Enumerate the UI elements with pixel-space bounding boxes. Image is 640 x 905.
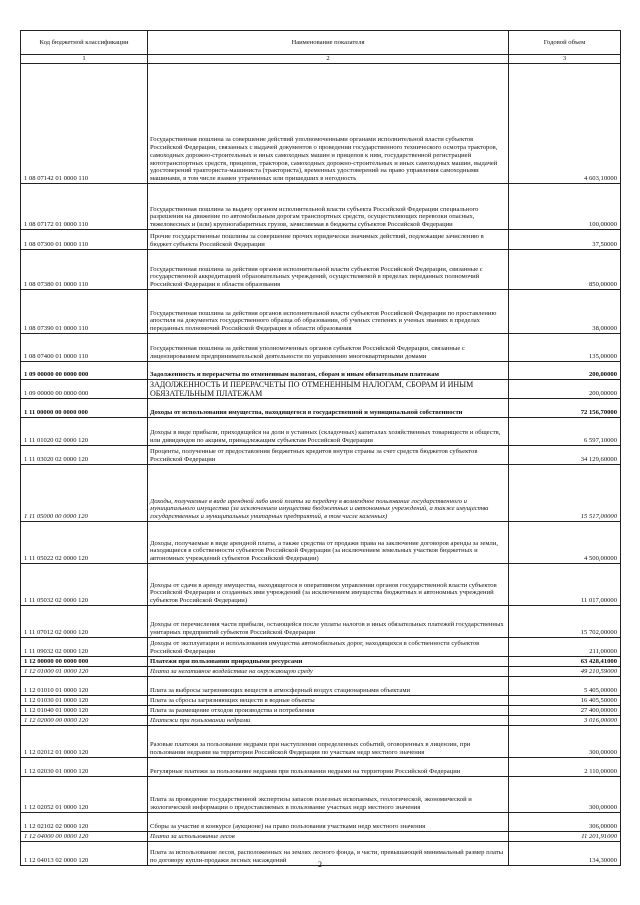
row-code: 1 08 07172 01 0000 110	[21, 184, 148, 230]
row-name: Государственная пошлина за совершение действий уполномоченными органами исполнительной власти субъектов Российской Федерации, связанных с выдачей документов о проведении государственного технического осмотра тракторов, самоходных дорожно-строительных и иных самоходных машин и прицепов к ним, государственной регистрацией мототранспортных средств, прицепов, тракторов, самоходных дорожно-строительных и иных самоходных машин, выдачей удостоверений тракториста-машиниста (тракториста), временных удостоверений на право управления самоходными машинами, в том числе взамен утраченных или пришедших в негодность	[148, 64, 509, 184]
header-name: Наименование показателя	[148, 31, 509, 55]
row-code: 1 11 05032 02 0000 120	[21, 564, 148, 606]
row-code: 1 12 02052 01 0000 120	[21, 777, 148, 813]
row-name: Доходы, получаемые в виде арендной платы, а также средства от продажи права на заключение договоров аренды за земли, находящиеся в собственности субъектов Российской Федерации (за исключением земельных участков бюджетных и автономных учреждений субъектов Российской Федерации)	[148, 522, 509, 564]
budget-table	[20, 30, 621, 866]
row-name: Платежи при пользовании недрами	[148, 716, 509, 726]
table-row	[21, 706, 621, 716]
table-body	[21, 64, 621, 866]
header-code: Код бюджетной классификации	[21, 31, 148, 55]
row-code: 1 08 07300 01 0000 110	[21, 230, 148, 250]
row-amount: 3 016,00000	[509, 716, 621, 726]
row-name: Государственная пошлина за действия органов исполнительной власти субъектов Российской Федерации, связанные с государственной аккредитацией образовательных учреждений, осуществляемой в пределах переданных полномочий Российской Федерации в области образования	[148, 250, 509, 290]
table-row	[21, 564, 621, 606]
header-num-3: 3	[509, 55, 621, 64]
table-row	[21, 726, 621, 758]
row-name: Плата за негативное воздействие на окружающую среду	[148, 667, 509, 677]
row-name: Плата за использование лесов, расположенных на землях лесного фонда, в части, превышающей минимальный размер платы по договору купли-продажи лесных насаждений	[148, 842, 509, 866]
table-row	[21, 606, 621, 638]
row-code: 1 08 07390 01 0000 110	[21, 290, 148, 334]
row-code: 1 12 04013 02 0000 120	[21, 842, 148, 866]
row-name: Доходы в виде прибыли, приходящейся на доли в уставных (складочных) капиталах хозяйственных товариществ и обществ, или дивидендов по акциям, принадлежащим субъектам Российской Федерации	[148, 418, 509, 446]
row-amount: 100,00000	[509, 184, 621, 230]
row-name: Задолженность и перерасчеты по отмененным налогам, сборам и иным обязательным платежам	[148, 362, 509, 380]
table-row	[21, 184, 621, 230]
table-row	[21, 334, 621, 362]
table-row	[21, 230, 621, 250]
row-code: 1 09 00000 00 0000 000	[21, 380, 148, 399]
row-code: 1 12 02012 01 0000 120	[21, 726, 148, 758]
row-name: Доходы, получаемые в виде арендной либо иной платы за передачу в возмездное пользование государственного и муниципального имущества (за исключением имущества бюджетных и автономных учреждений, а также имущества государственных и муниципальных унитарных предприятий, в том числе казенных)	[148, 465, 509, 522]
row-code: 1 11 09032 02 0000 120	[21, 638, 148, 657]
row-amount: 211,00000	[509, 638, 621, 657]
row-code: 1 12 02102 02 0000 120	[21, 813, 148, 832]
header-row	[21, 31, 621, 55]
table-row	[21, 446, 621, 465]
row-amount: 38,00000	[509, 290, 621, 334]
row-code: 1 12 01040 01 0000 120	[21, 706, 148, 716]
row-code: 1 11 03020 02 0000 120	[21, 446, 148, 465]
row-name: Государственная пошлина за выдачу органом исполнительной власти субъекта Российской Федерации специального разрешения на движение по автомобильным дорогам транспортных средств, осуществляющих перевозки опасных, тяжеловесных и (или) крупногабаритных грузов, зачисляемая в бюджеты субъектов Российской Федерации	[148, 184, 509, 230]
row-code: 1 08 07380 01 0000 110	[21, 250, 148, 290]
row-code: 1 11 05000 00 0000 120	[21, 465, 148, 522]
row-amount: 15 517,00000	[509, 465, 621, 522]
row-amount: 850,00000	[509, 250, 621, 290]
row-code: 1 12 00000 00 0000 000	[21, 657, 148, 667]
row-amount: 5 405,00000	[509, 677, 621, 696]
table-row	[21, 667, 621, 677]
row-name: ЗАДОЛЖЕННОСТЬ И ПЕРЕРАСЧЕТЫ ПО ОТМЕНЕННЫМ НАЛОГАМ, СБОРАМ И ИНЫМ ОБЯЗАТЕЛЬНЫМ ПЛАТЕЖАМ	[148, 380, 509, 399]
table-row	[21, 677, 621, 696]
row-code: 1 12 01030 01 0000 120	[21, 696, 148, 706]
row-code: 1 12 01000 01 0000 120	[21, 667, 148, 677]
row-amount: 15 702,00000	[509, 606, 621, 638]
table-row	[21, 696, 621, 706]
row-code: 1 11 07012 02 0000 120	[21, 606, 148, 638]
row-amount: 134,30000	[509, 842, 621, 866]
row-name: Государственная пошлина за действия уполномоченных органов субъектов Российской Федерации, связанные с лицензированием предпринимательской деятельности по управлению многоквартирными домами	[148, 334, 509, 362]
page-number: 2	[318, 860, 322, 869]
row-name: Плата за выбросы загрязняющих веществ в атмосферный воздух стационарными объектами	[148, 677, 509, 696]
row-code: 1 12 02000 00 0000 120	[21, 716, 148, 726]
row-name: Плата за размещение отходов производства и потребления	[148, 706, 509, 716]
row-amount: 200,00000	[509, 380, 621, 399]
row-name: Государственная пошлина за действия органов исполнительной власти субъектов Российской Федерации по проставлению апостиля на документах государственного образца об образовании, об ученых степенях и ученых званиях в пределах переданных полномочий Российской Федерации в области образования	[148, 290, 509, 334]
row-code: 1 08 07142 01 0000 110	[21, 64, 148, 184]
row-amount: 4 603,10000	[509, 64, 621, 184]
table-row	[21, 522, 621, 564]
header-amount: Годовой объем	[509, 31, 621, 55]
row-amount: 300,00000	[509, 777, 621, 813]
table-row	[21, 716, 621, 726]
header-num-2: 2	[148, 55, 509, 64]
row-amount: 135,00000	[509, 334, 621, 362]
row-name: Плата за сбросы загрязняющих веществ в водные объекты	[148, 696, 509, 706]
table-row	[21, 638, 621, 657]
row-name: Доходы от сдачи в аренду имущества, находящегося в оперативном управлении органов государственной власти субъектов Российской Федерации и созданных ими учреждений (за исключением имущества бюджетных и автономных учреждений субъектов Российской Федерации)	[148, 564, 509, 606]
row-amount: 300,00000	[509, 726, 621, 758]
row-name: Регулярные платежи за пользование недрами при пользовании недрами на территории Российской Федерации	[148, 758, 509, 777]
row-code: 1 12 01010 01 0000 120	[21, 677, 148, 696]
table-row	[21, 362, 621, 380]
table-row	[21, 465, 621, 522]
table-row	[21, 777, 621, 813]
row-amount: 34 129,60000	[509, 446, 621, 465]
row-amount: 37,50000	[509, 230, 621, 250]
row-code: 1 11 05022 02 0000 120	[21, 522, 148, 564]
row-name: Сборы за участие в конкурсе (аукционе) на право пользования участками недр местного значения	[148, 813, 509, 832]
row-amount: 2 110,00000	[509, 758, 621, 777]
row-code: 1 12 04000 00 0000 120	[21, 832, 148, 842]
table-row	[21, 250, 621, 290]
row-code: 1 08 07400 01 0000 110	[21, 334, 148, 362]
row-amount: 11 017,00000	[509, 564, 621, 606]
row-amount: 63 428,41000	[509, 657, 621, 667]
row-amount: 6 597,10000	[509, 418, 621, 446]
table-row	[21, 399, 621, 418]
table-row	[21, 758, 621, 777]
row-name: Плата за использование лесов	[148, 832, 509, 842]
table-row	[21, 64, 621, 184]
row-amount: 306,00000	[509, 813, 621, 832]
row-name: Прочие государственные пошлины за совершение прочих юридически значимых действий, подлежащие зачислению в бюджет субъекта Российской Федерации	[148, 230, 509, 250]
row-name: Проценты, полученные от предоставления бюджетных кредитов внутри страны за счет средств бюджетов субъектов Российской Федерации	[148, 446, 509, 465]
row-code: 1 12 02030 01 0000 120	[21, 758, 148, 777]
table-row	[21, 418, 621, 446]
row-amount: 11 201,91000	[509, 832, 621, 842]
row-amount: 4 500,00000	[509, 522, 621, 564]
row-code: 1 09 00000 00 0000 000	[21, 362, 148, 380]
row-code: 1 11 00000 00 0000 000	[21, 399, 148, 418]
row-name: Разовые платежи за пользование недрами при наступлении определенных событий, оговоренных в лицензии, при пользовании недрами на территории Российской Федерации по участкам недр местного значения	[148, 726, 509, 758]
row-amount: 16 405,50000	[509, 696, 621, 706]
row-amount: 49 210,59000	[509, 667, 621, 677]
table-row	[21, 832, 621, 842]
header-number-row	[21, 55, 621, 64]
row-code: 1 11 01020 02 0000 120	[21, 418, 148, 446]
header-num-1: 1	[21, 55, 148, 64]
row-name: Платежи при пользовании природными ресурсами	[148, 657, 509, 667]
table-row	[21, 813, 621, 832]
row-name: Плата за проведение государственной экспертизы запасов полезных ископаемых, геологической, экономической и экологической информации о предоставляемых в пользование участках недр местного значения	[148, 777, 509, 813]
table-row	[21, 380, 621, 399]
row-name: Доходы от эксплуатации и использования имущества автомобильных дорог, находящихся в собственности субъектов Российской Федерации	[148, 638, 509, 657]
row-amount: 72 156,70000	[509, 399, 621, 418]
table-row	[21, 657, 621, 667]
row-name: Доходы от перечисления части прибыли, остающейся после уплаты налогов и иных обязательных платежей государственных унитарных предприятий субъектов Российской Федерации	[148, 606, 509, 638]
row-name: Доходы от использования имущества, находящегося в государственной и муниципальной собственности	[148, 399, 509, 418]
row-amount: 27 400,00000	[509, 706, 621, 716]
row-amount: 200,00000	[509, 362, 621, 380]
table-row	[21, 290, 621, 334]
